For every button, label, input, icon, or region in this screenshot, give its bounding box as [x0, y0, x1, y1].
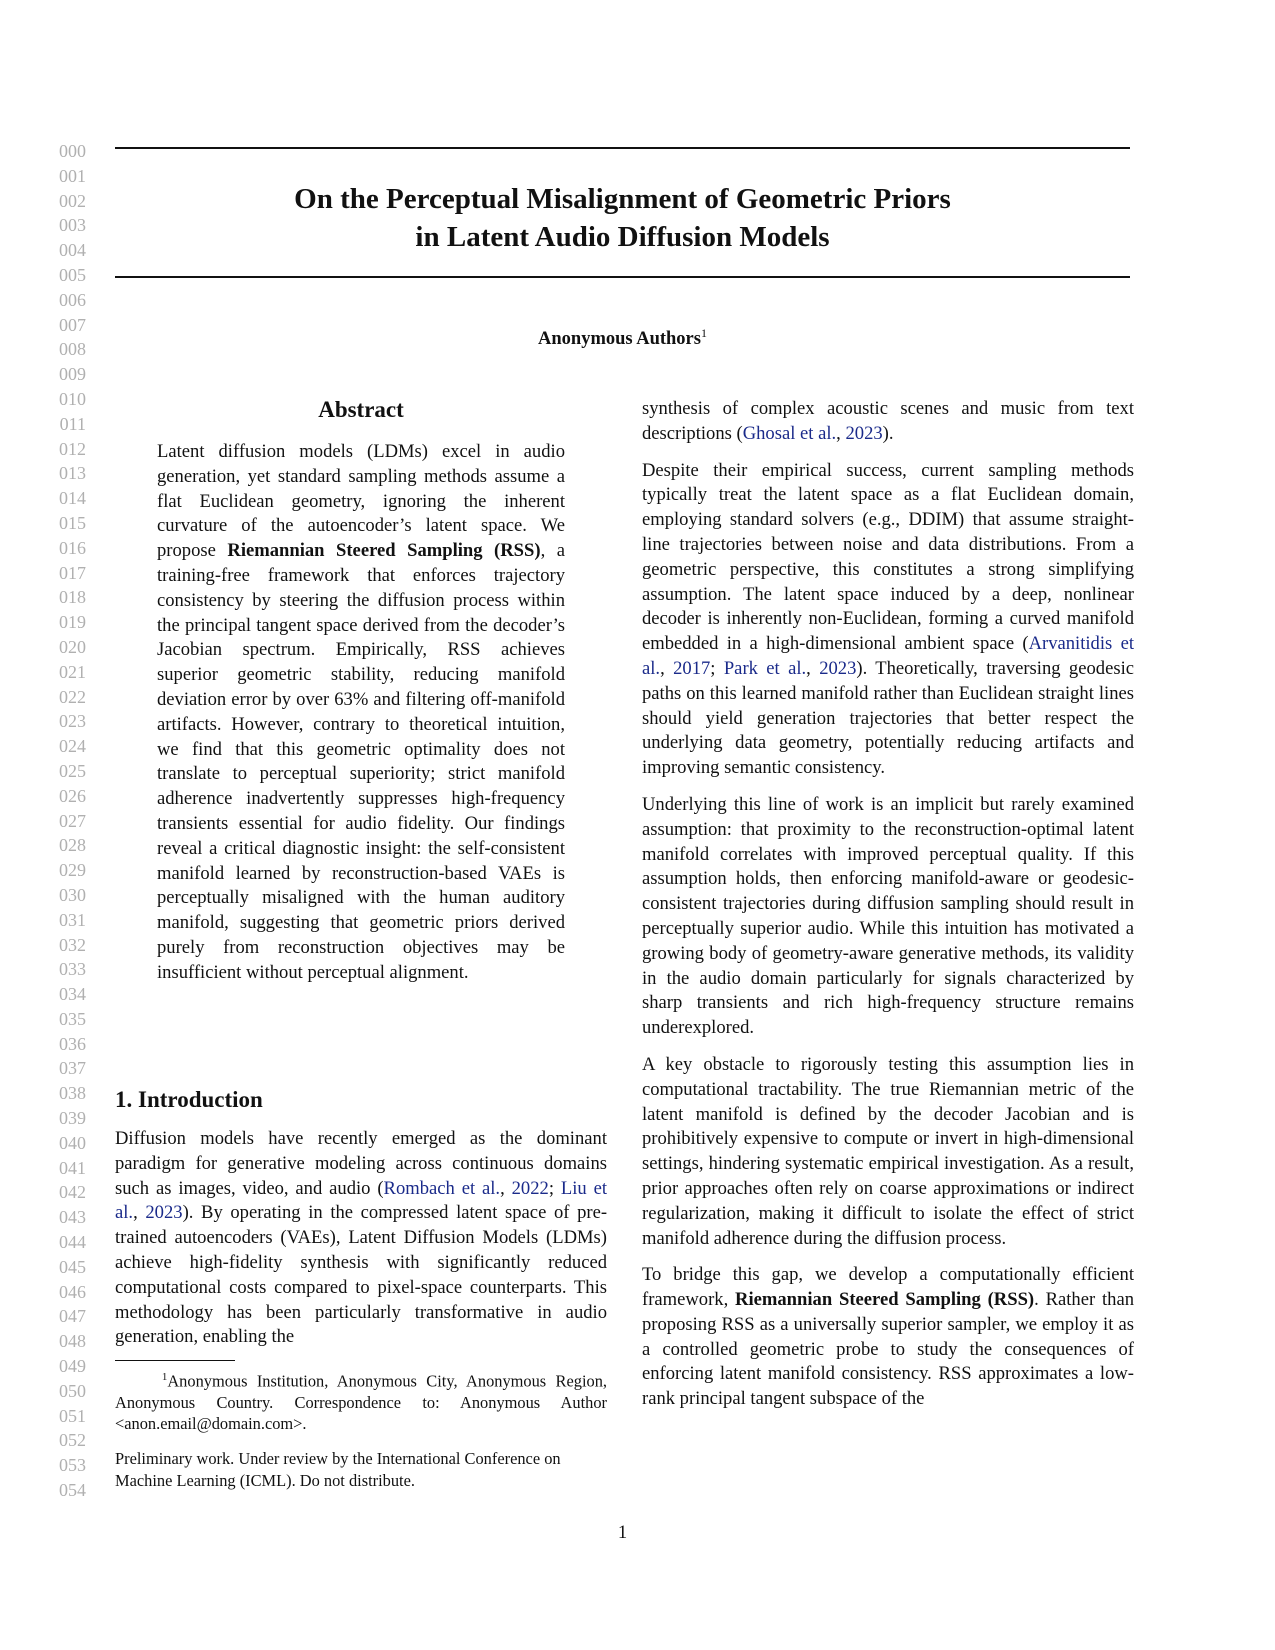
paper-title — [115, 180, 1130, 256]
line-number: 011 — [59, 413, 86, 434]
line-number: 007 — [59, 314, 86, 335]
line-number: 043 — [59, 1207, 86, 1228]
line-number: 049 — [59, 1356, 86, 1377]
line-numbers — [40, 139, 86, 1503]
line-number: 047 — [59, 1306, 86, 1327]
introduction-paragraph — [115, 1127, 607, 1350]
line-number: 040 — [59, 1132, 86, 1153]
line-number: 023 — [59, 711, 86, 732]
line-number: 032 — [59, 934, 86, 955]
abstract-heading: Abstract — [318, 397, 404, 422]
line-number: 052 — [59, 1430, 86, 1451]
line-number: 050 — [59, 1380, 86, 1401]
introduction-section — [115, 1085, 607, 1350]
paragraph — [642, 1263, 1134, 1412]
intro-text: ). By operating in the compressed latent space of pre-trained autoencoders (VAEs), Latent Diffusion Models (LDMs) achieve high-fidelity synthesis with significantly reduced computational costs compared to pixel-space counterparts. This methodology has been particularly transformative in audio generation, enabling the — [115, 1202, 608, 1348]
line-number: 009 — [59, 364, 86, 385]
intro-text: , — [133, 1202, 146, 1224]
line-number: 020 — [59, 636, 86, 657]
paragraph-text: ). — [882, 422, 894, 444]
line-number: 031 — [59, 909, 86, 930]
paragraph-text: To bridge this gap, we develop a computationally efficient framework, — [642, 1264, 1134, 1311]
footnote-rule — [115, 1360, 235, 1361]
right-column — [642, 397, 1134, 1424]
abstract-method-name: Riemannian Steered Sampling (RSS) — [227, 540, 541, 562]
paragraph-text: , — [660, 657, 674, 679]
author-affiliation-mark: 1 — [700, 326, 707, 340]
line-number: 015 — [59, 512, 86, 533]
line-number: 006 — [59, 289, 86, 310]
line-number: 024 — [59, 736, 86, 757]
line-number: 036 — [59, 1033, 86, 1054]
line-number: 042 — [59, 1182, 86, 1203]
citation-link[interactable]: Ghosal et al. — [742, 422, 837, 444]
paragraph-text: , — [836, 422, 846, 444]
citation-link[interactable]: 2022 — [511, 1177, 549, 1199]
line-number: 037 — [59, 1058, 86, 1079]
footnote — [115, 1367, 607, 1435]
paragraph — [642, 459, 1134, 781]
citation-link[interactable]: 2023 — [819, 657, 857, 679]
citation-link[interactable]: 2017 — [673, 657, 711, 679]
line-number: 001 — [59, 165, 86, 186]
line-number: 004 — [59, 240, 86, 261]
author-name: Anonymous Authors — [538, 329, 701, 350]
abstract-text-a: Latent diffusion models (LDMs) excel in audio generation, yet standard sampling methods assume a flat Euclidean geometry, ignoring the inherent curvature of the autoencoder’s latent space. We propose — [157, 441, 565, 562]
paragraph-text: ; — [710, 657, 724, 679]
abstract-text — [157, 440, 565, 986]
preliminary-notice: Preliminary work. Under review by the International Conference on Machine Learning (ICML). Do not distribute. — [115, 1449, 561, 1490]
line-number: 014 — [59, 488, 86, 509]
abstract-text-b: , a training-free framework that enforces trajectory consistency by steering the diffusion process within the principal tangent space derived from the decoder’s Jacobian spectrum. Empirically, RSS achieves superior geometric stability, reducing manifold deviation error by over 63% and filtering off-manifold artifacts. However, contrary to theoretical intuition, we find that this geometric optimality does not translate to perceptual superiority; strict manifold adherence inadvertently suppresses high-frequency transients essential for audio fidelity. Our findings reveal a critical diagnostic insight: the self-consistent manifold learned by reconstruction-based VAEs is perceptually misaligned with the human auditory manifold, suggesting that geometric priors derived purely from reconstruction objectives may be insufficient without perceptual alignment. — [157, 540, 565, 983]
title-line-1: On the Perceptual Misalignment of Geometric Priors — [294, 183, 951, 215]
method-name: Riemannian Steered Sampling (RSS) — [735, 1289, 1035, 1311]
line-number: 044 — [59, 1232, 86, 1253]
line-number: 012 — [59, 438, 86, 459]
line-number: 053 — [59, 1455, 86, 1476]
line-number: 019 — [59, 612, 86, 633]
intro-text: Diffusion models have recently emerged as the dominant paradigm for generative modeling across continuous domains such as images, video, and audio ( — [115, 1128, 607, 1199]
line-number: 028 — [59, 835, 86, 856]
page-number: 1 — [617, 1522, 628, 1543]
paragraph — [642, 397, 1134, 447]
line-number: 029 — [59, 860, 86, 881]
line-number: 017 — [59, 562, 86, 583]
line-number: 021 — [59, 661, 86, 682]
line-number: 035 — [59, 1008, 86, 1029]
intro-text: ; — [548, 1177, 561, 1199]
citation-link[interactable]: 2023 — [845, 422, 883, 444]
citation-link[interactable]: Arvanitidis et al. — [642, 633, 1135, 679]
line-number: 000 — [59, 141, 86, 161]
line-number: 039 — [59, 1108, 86, 1129]
paragraph-text: Despite their empirical success, current sampling methods typically treat the latent space as a flat Euclidean domain, employing standard solvers (e.g., DDIM) that assume straight-line trajectories between noise and data distributions. From a geometric perspective, this constitutes a strong simplifying assumption. The latent space induced by a deep, nonlinear decoder is inherently non-Euclidean, forming a curved manifold embedded in a high-dimensional ambient space ( — [642, 459, 1134, 655]
line-number: 046 — [59, 1281, 86, 1302]
line-number: 026 — [59, 785, 86, 806]
line-number: 041 — [59, 1157, 86, 1178]
citation-link[interactable]: Park et al. — [723, 657, 807, 679]
title-top-rule — [115, 147, 1130, 149]
title-bottom-rule — [115, 276, 1130, 278]
line-number: 051 — [59, 1405, 86, 1426]
line-number: 003 — [59, 215, 86, 236]
line-number: 002 — [59, 190, 86, 211]
paragraph-text: . Rather than proposing RSS as a universally superior sampler, we employ it as a controlled geometric probe to study the consequences of enforcing latent manifold consistency. RSS approximates a low-rank principal tangent subspace of the — [642, 1289, 1134, 1410]
footnote-mark: 1 — [161, 1371, 168, 1383]
introduction-heading: 1. Introduction — [115, 1087, 263, 1112]
citation-link[interactable]: 2023 — [145, 1202, 183, 1224]
paragraph-text: synthesis of complex acoustic scenes and music from text descriptions ( — [642, 398, 1134, 444]
line-number: 025 — [59, 760, 86, 781]
line-number: 033 — [59, 959, 86, 980]
line-number: 027 — [59, 810, 86, 831]
paragraph-text: ). Theoretically, traversing geodesic paths on this learned manifold rather than Euclidean straight lines should yield generation trajectories that better respect the underlying data geometry, potentially reducing artifacts and improving semantic consistency. — [642, 657, 1134, 779]
title-line-2: in Latent Audio Diffusion Models — [415, 221, 830, 253]
line-number: 013 — [59, 463, 86, 484]
line-number: 048 — [59, 1331, 86, 1352]
line-number: 034 — [59, 984, 86, 1005]
line-number: 038 — [59, 1083, 86, 1104]
line-number: 008 — [59, 339, 86, 360]
line-number: 016 — [59, 537, 86, 558]
paragraph: A key obstacle to rigorously testing this assumption lies in computational tractability. The true Riemannian metric of the latent manifold is defined by the decoder Jacobian and is prohibitively expensive to compute or invert in high-dimensional settings, hindering systematic empirical investigation. As a result, prior approaches often rely on coarse approximations or indirect regularization, making it difficult to isolate the effect of strict manifold adherence during the diffusion process. — [642, 1053, 1134, 1249]
footnote-text: Anonymous Institution, Anonymous City, Anonymous Region, Anonymous Country. Correspondence to: Anonymous Author <anon.email@domain.com>. — [115, 1371, 607, 1434]
line-number: 022 — [59, 686, 86, 707]
authors — [115, 326, 1130, 350]
intro-text: , — [500, 1177, 512, 1199]
line-number: 018 — [59, 587, 86, 608]
line-number: 030 — [59, 884, 86, 905]
abstract-section — [157, 396, 565, 986]
paragraph: Underlying this line of work is an implicit but rarely examined assumption: that proximity to the reconstruction-optimal latent manifold correlates with improved perceptual quality. If this assumption holds, then enforcing manifold-aware or geodesic-consistent trajectories during diffusion sampling should result in perceptually superior audio. While this intuition has motivated a growing body of geometry-aware generative methods, its validity in the audio domain particularly for signals characterized by sharp transients and rich high-frequency structure remains underexplored. — [642, 793, 1134, 1039]
citation-link[interactable]: Liu et al. — [115, 1177, 608, 1224]
line-number: 005 — [59, 264, 86, 285]
citation-link[interactable]: Rombach et al. — [383, 1177, 501, 1199]
line-number: 054 — [59, 1480, 86, 1501]
paragraph-text: , — [806, 657, 820, 679]
line-number: 045 — [59, 1256, 86, 1277]
line-number: 010 — [59, 388, 86, 409]
